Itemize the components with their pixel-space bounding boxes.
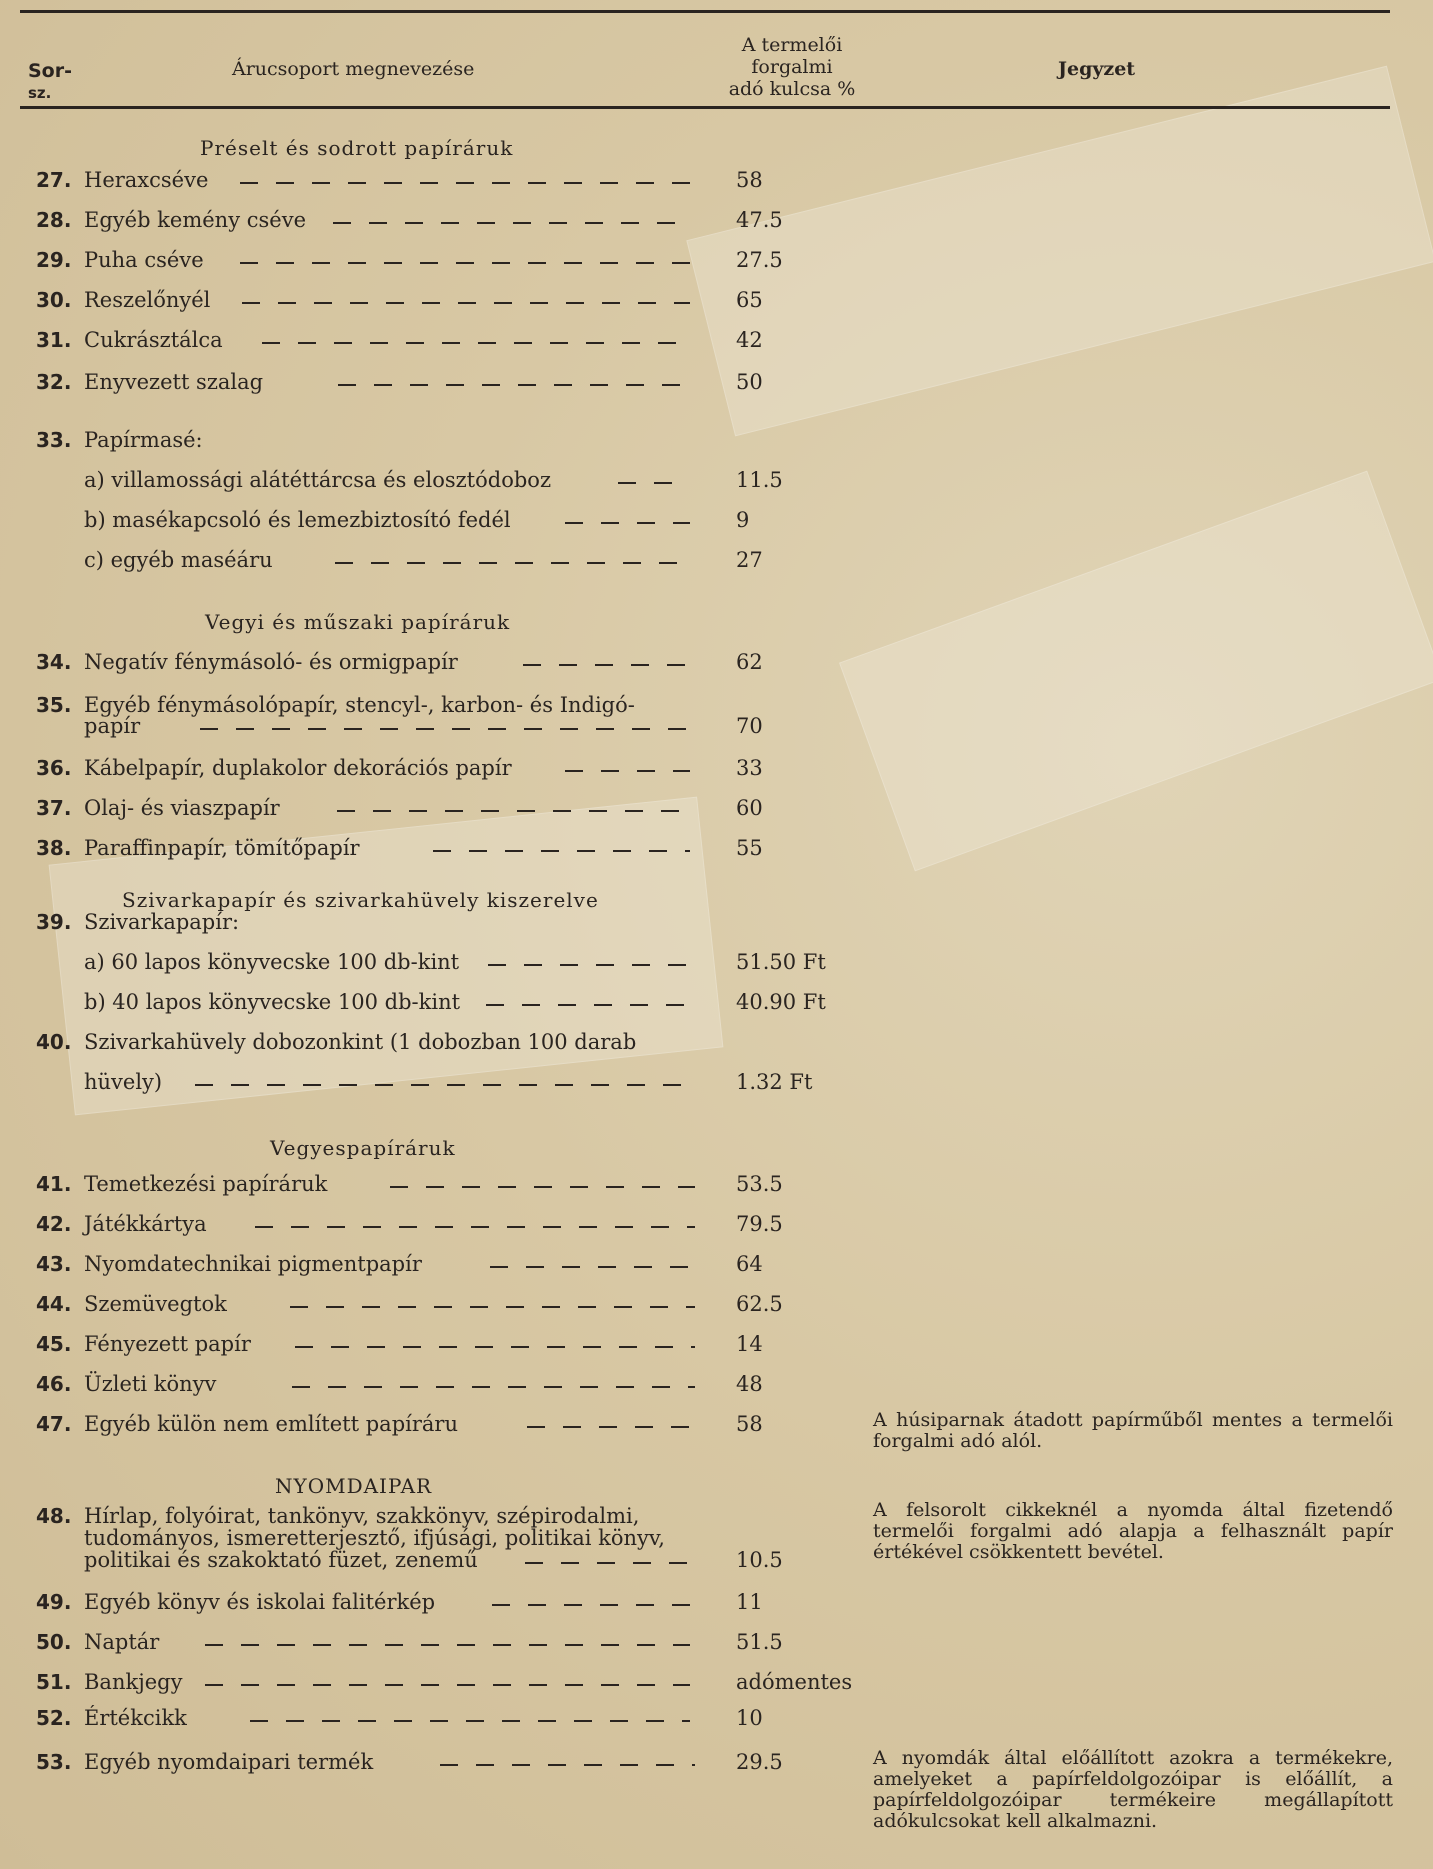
row-name: politikai és szakoktató füzet, zenemű	[84, 1548, 478, 1572]
row-rate: 47.5	[736, 208, 783, 232]
table-row	[0, 370, 1433, 398]
header-group-name: Árucsoport megnevezése	[232, 58, 475, 80]
table-row	[0, 1030, 1433, 1058]
row-number: 52.	[36, 1706, 72, 1730]
table-row	[0, 714, 1433, 742]
row-rate: 10.5	[736, 1548, 783, 1572]
table-row	[0, 468, 1433, 496]
dash-leader	[527, 1426, 695, 1428]
table-row	[0, 1172, 1433, 1200]
row-name: Egyéb fénymásolópapír, stencyl-, karbon- és Indigó-	[84, 693, 635, 717]
row-name: a) 60 lapos könyvecske 100 db-kint	[84, 950, 460, 974]
table-row	[0, 248, 1433, 276]
row-number: 33.	[36, 428, 72, 452]
row-name: Paraffinpapír, tömítőpapír	[84, 836, 360, 860]
row-number: 28.	[36, 208, 72, 232]
dash-leader	[200, 728, 690, 730]
table-row	[0, 1630, 1433, 1658]
row-name: Szivarkapapír:	[84, 910, 240, 934]
dash-leader	[295, 1346, 695, 1348]
row-number: 53.	[36, 1750, 72, 1774]
row-name: Papírmasé:	[84, 428, 203, 452]
row-rate: 60	[736, 796, 763, 820]
row-name: a) villamossági alátéttárcsa és elosztódoboz	[84, 468, 552, 492]
dash-leader	[390, 1186, 695, 1188]
row-name: c) egyéb maséáru	[84, 548, 273, 572]
dash-leader	[338, 384, 690, 386]
row-number: 30.	[36, 288, 72, 312]
row-number: 49.	[36, 1590, 72, 1614]
dash-leader	[523, 664, 690, 666]
row-number: 29.	[36, 248, 72, 272]
row-rate: 58	[736, 168, 763, 192]
dash-leader	[205, 1644, 690, 1646]
row-number: 48.	[36, 1504, 72, 1528]
dash-leader	[488, 964, 690, 966]
section-title: Vegyespapíráruk	[270, 1136, 456, 1160]
row-number: 41.	[36, 1172, 72, 1196]
dash-leader	[490, 1266, 695, 1268]
row-rate: 29.5	[736, 1750, 783, 1774]
row-rate: 64	[736, 1252, 763, 1276]
row-name: Egyéb könyv és iskolai falitérkép	[84, 1590, 436, 1614]
row-name: Szivarkahüvely dobozonkint (1 dobozban 100 darab	[84, 1030, 637, 1054]
row-number: 39.	[36, 910, 72, 934]
section-title: Préselt és sodrott papíráruk	[200, 136, 514, 160]
row-number: 32.	[36, 370, 72, 394]
row-name: Puha cséve	[84, 248, 204, 272]
dash-leader	[262, 342, 690, 344]
dash-leader	[433, 850, 690, 852]
table-row	[0, 796, 1433, 824]
note-53: A nyomdák által előállított azokra a termékekre, amelyeket a papírfeldolgozóipar is előállít, a papírfeldolgozóipar termékeire megállapított adókulcsokat kell alkalmazni.	[873, 1747, 1393, 1832]
header-sorsz-line2: sz.	[28, 84, 52, 102]
row-rate: 42	[736, 328, 763, 352]
row-number: 44.	[36, 1292, 72, 1316]
row-name: Bankjegy	[84, 1670, 183, 1694]
row-number: 51.	[36, 1670, 72, 1694]
row-name: Olaj- és viaszpapír	[84, 796, 280, 820]
table-row	[0, 208, 1433, 236]
row-name: Szemüvegtok	[84, 1292, 227, 1316]
dash-leader	[290, 1306, 695, 1308]
table-row	[0, 1332, 1433, 1360]
row-name: Negatív fénymásoló- és ormigpapír	[84, 650, 458, 674]
row-rate: 9	[736, 508, 750, 532]
dash-leader	[292, 1386, 695, 1388]
dash-leader	[565, 522, 690, 524]
dash-leader	[337, 810, 690, 812]
section-title: NYOMDAIPAR	[275, 1474, 433, 1498]
row-name: papír	[84, 714, 141, 738]
top-rule	[20, 10, 1390, 13]
row-name: Egyéb nyomdaipari termék	[84, 1750, 374, 1774]
table-row	[0, 990, 1433, 1018]
row-name: Enyvezett szalag	[84, 370, 264, 394]
dash-leader	[240, 262, 690, 264]
dash-leader	[250, 1720, 690, 1722]
note-47: A húsiparnak átadott papírműből mentes a termelői forgalmi adó alól.	[873, 1409, 1393, 1452]
table-row	[0, 910, 1433, 938]
section-title: Vegyi és műszaki papíráruk	[205, 610, 511, 634]
row-name: Heraxcséve	[84, 168, 209, 192]
table-row	[0, 1212, 1433, 1240]
row-rate: 58	[736, 1412, 763, 1436]
row-number: 43.	[36, 1252, 72, 1276]
row-number: 27.	[36, 168, 72, 192]
table-row	[0, 1372, 1433, 1400]
row-rate: 11.5	[736, 468, 783, 492]
row-name: Játékkártya	[84, 1212, 207, 1236]
row-rate: 27.5	[736, 248, 783, 272]
row-number: 38.	[36, 836, 72, 860]
row-rate: 55	[736, 836, 763, 860]
row-rate: adómentes	[736, 1670, 853, 1694]
row-rate: 51.5	[736, 1630, 783, 1654]
table-row	[0, 836, 1433, 864]
table-row	[0, 756, 1433, 784]
row-number: 47.	[36, 1412, 72, 1436]
row-rate: 48	[736, 1372, 763, 1396]
row-rate: 40.90 Ft	[736, 990, 826, 1014]
row-rate: 14	[736, 1332, 763, 1356]
dash-leader	[335, 562, 690, 564]
row-name: Egyéb kemény cséve	[84, 208, 306, 232]
dash-leader	[255, 1226, 695, 1228]
row-name: hüvely)	[84, 1070, 163, 1094]
row-number: 37.	[36, 796, 72, 820]
row-rate: 65	[736, 288, 763, 312]
row-name: Üzleti könyv	[84, 1372, 217, 1396]
row-name: Fényezett papír	[84, 1332, 251, 1356]
row-rate: 11	[736, 1590, 763, 1614]
header-rate-line1: A termelői	[741, 34, 843, 56]
dash-leader	[486, 1004, 690, 1006]
table-row	[0, 428, 1433, 456]
row-name: Naptár	[84, 1630, 160, 1654]
table-row	[0, 1292, 1433, 1320]
table-row	[0, 548, 1433, 576]
row-rate: 79.5	[736, 1212, 783, 1236]
dash-leader	[618, 482, 690, 484]
row-number: 50.	[36, 1630, 72, 1654]
row-rate: 27	[736, 548, 763, 572]
header-sorsz-line1: Sor-	[28, 60, 72, 82]
dash-leader	[333, 222, 690, 224]
row-name: Temetkezési papíráruk	[84, 1172, 328, 1196]
dash-leader	[242, 302, 690, 304]
row-number: 45.	[36, 1332, 72, 1356]
dash-leader	[440, 1764, 695, 1766]
row-name: Nyomdatechnikai pigmentpapír	[84, 1252, 422, 1276]
note-48: A felsorolt cikkeknél a nyomda által fizetendő termelői forgalmi adó alapja a felhasznált papír értékével csökkentett bevétel.	[873, 1499, 1393, 1563]
row-number: 36.	[36, 756, 72, 780]
row-number: 35.	[36, 693, 72, 717]
dash-leader	[195, 1084, 690, 1086]
dash-leader	[205, 1684, 690, 1686]
row-number: 34.	[36, 650, 72, 674]
row-number: 31.	[36, 328, 72, 352]
header-note: Jegyzet	[1058, 58, 1136, 80]
row-name: Reszelőnyél	[84, 288, 211, 312]
row-name: b) 40 lapos könyvecske 100 db-kint	[84, 990, 461, 1014]
header-rate	[722, 34, 862, 100]
table-row	[0, 650, 1433, 678]
row-number: 40.	[36, 1030, 72, 1054]
row-rate: 62	[736, 650, 763, 674]
row-rate: 53.5	[736, 1172, 783, 1196]
row-name: Kábelpapír, duplakolor dekorációs papír	[84, 756, 512, 780]
row-name: b) masékapcsoló és lemezbiztosító fedél	[84, 508, 511, 532]
row-name: tudományos, ismeretterjesztő, ifjúsági, politikai könyv,	[84, 1526, 665, 1550]
table-row	[0, 288, 1433, 316]
row-name: Cukrásztálca	[84, 328, 223, 352]
table-row	[0, 1590, 1433, 1618]
dash-leader	[565, 770, 690, 772]
row-rate: 62.5	[736, 1292, 783, 1316]
table-row	[0, 1252, 1433, 1280]
row-rate: 1.32 Ft	[736, 1070, 813, 1094]
row-name: Értékcikk	[84, 1706, 187, 1730]
header-rule	[20, 106, 1390, 109]
row-name: Egyéb külön nem említett papíráru	[84, 1412, 458, 1436]
table-row	[0, 950, 1433, 978]
table-row	[0, 1070, 1433, 1098]
table-row	[0, 508, 1433, 536]
row-number: 46.	[36, 1372, 72, 1396]
dash-leader	[525, 1562, 690, 1564]
table-row	[0, 328, 1433, 356]
row-rate: 10	[736, 1706, 763, 1730]
header-rate-line2: forgalmi	[751, 56, 833, 78]
table-row	[0, 168, 1433, 196]
row-name: Hírlap, folyóirat, tankönyv, szakkönyv, szépirodalmi,	[84, 1504, 640, 1528]
section-title: Szivarkapapír és szivarkahüvely kiszerelve	[122, 888, 599, 912]
row-rate: 70	[736, 714, 763, 738]
table-row	[0, 1670, 1433, 1698]
header-rate-line3: adó kulcsa %	[728, 78, 856, 100]
row-rate: 33	[736, 756, 763, 780]
dash-leader	[240, 182, 690, 184]
row-number: 42.	[36, 1212, 72, 1236]
row-rate: 51.50 Ft	[736, 950, 826, 974]
table-row	[0, 1706, 1433, 1734]
header-sorsz	[28, 60, 72, 104]
row-rate: 50	[736, 370, 763, 394]
dash-leader	[492, 1604, 690, 1606]
